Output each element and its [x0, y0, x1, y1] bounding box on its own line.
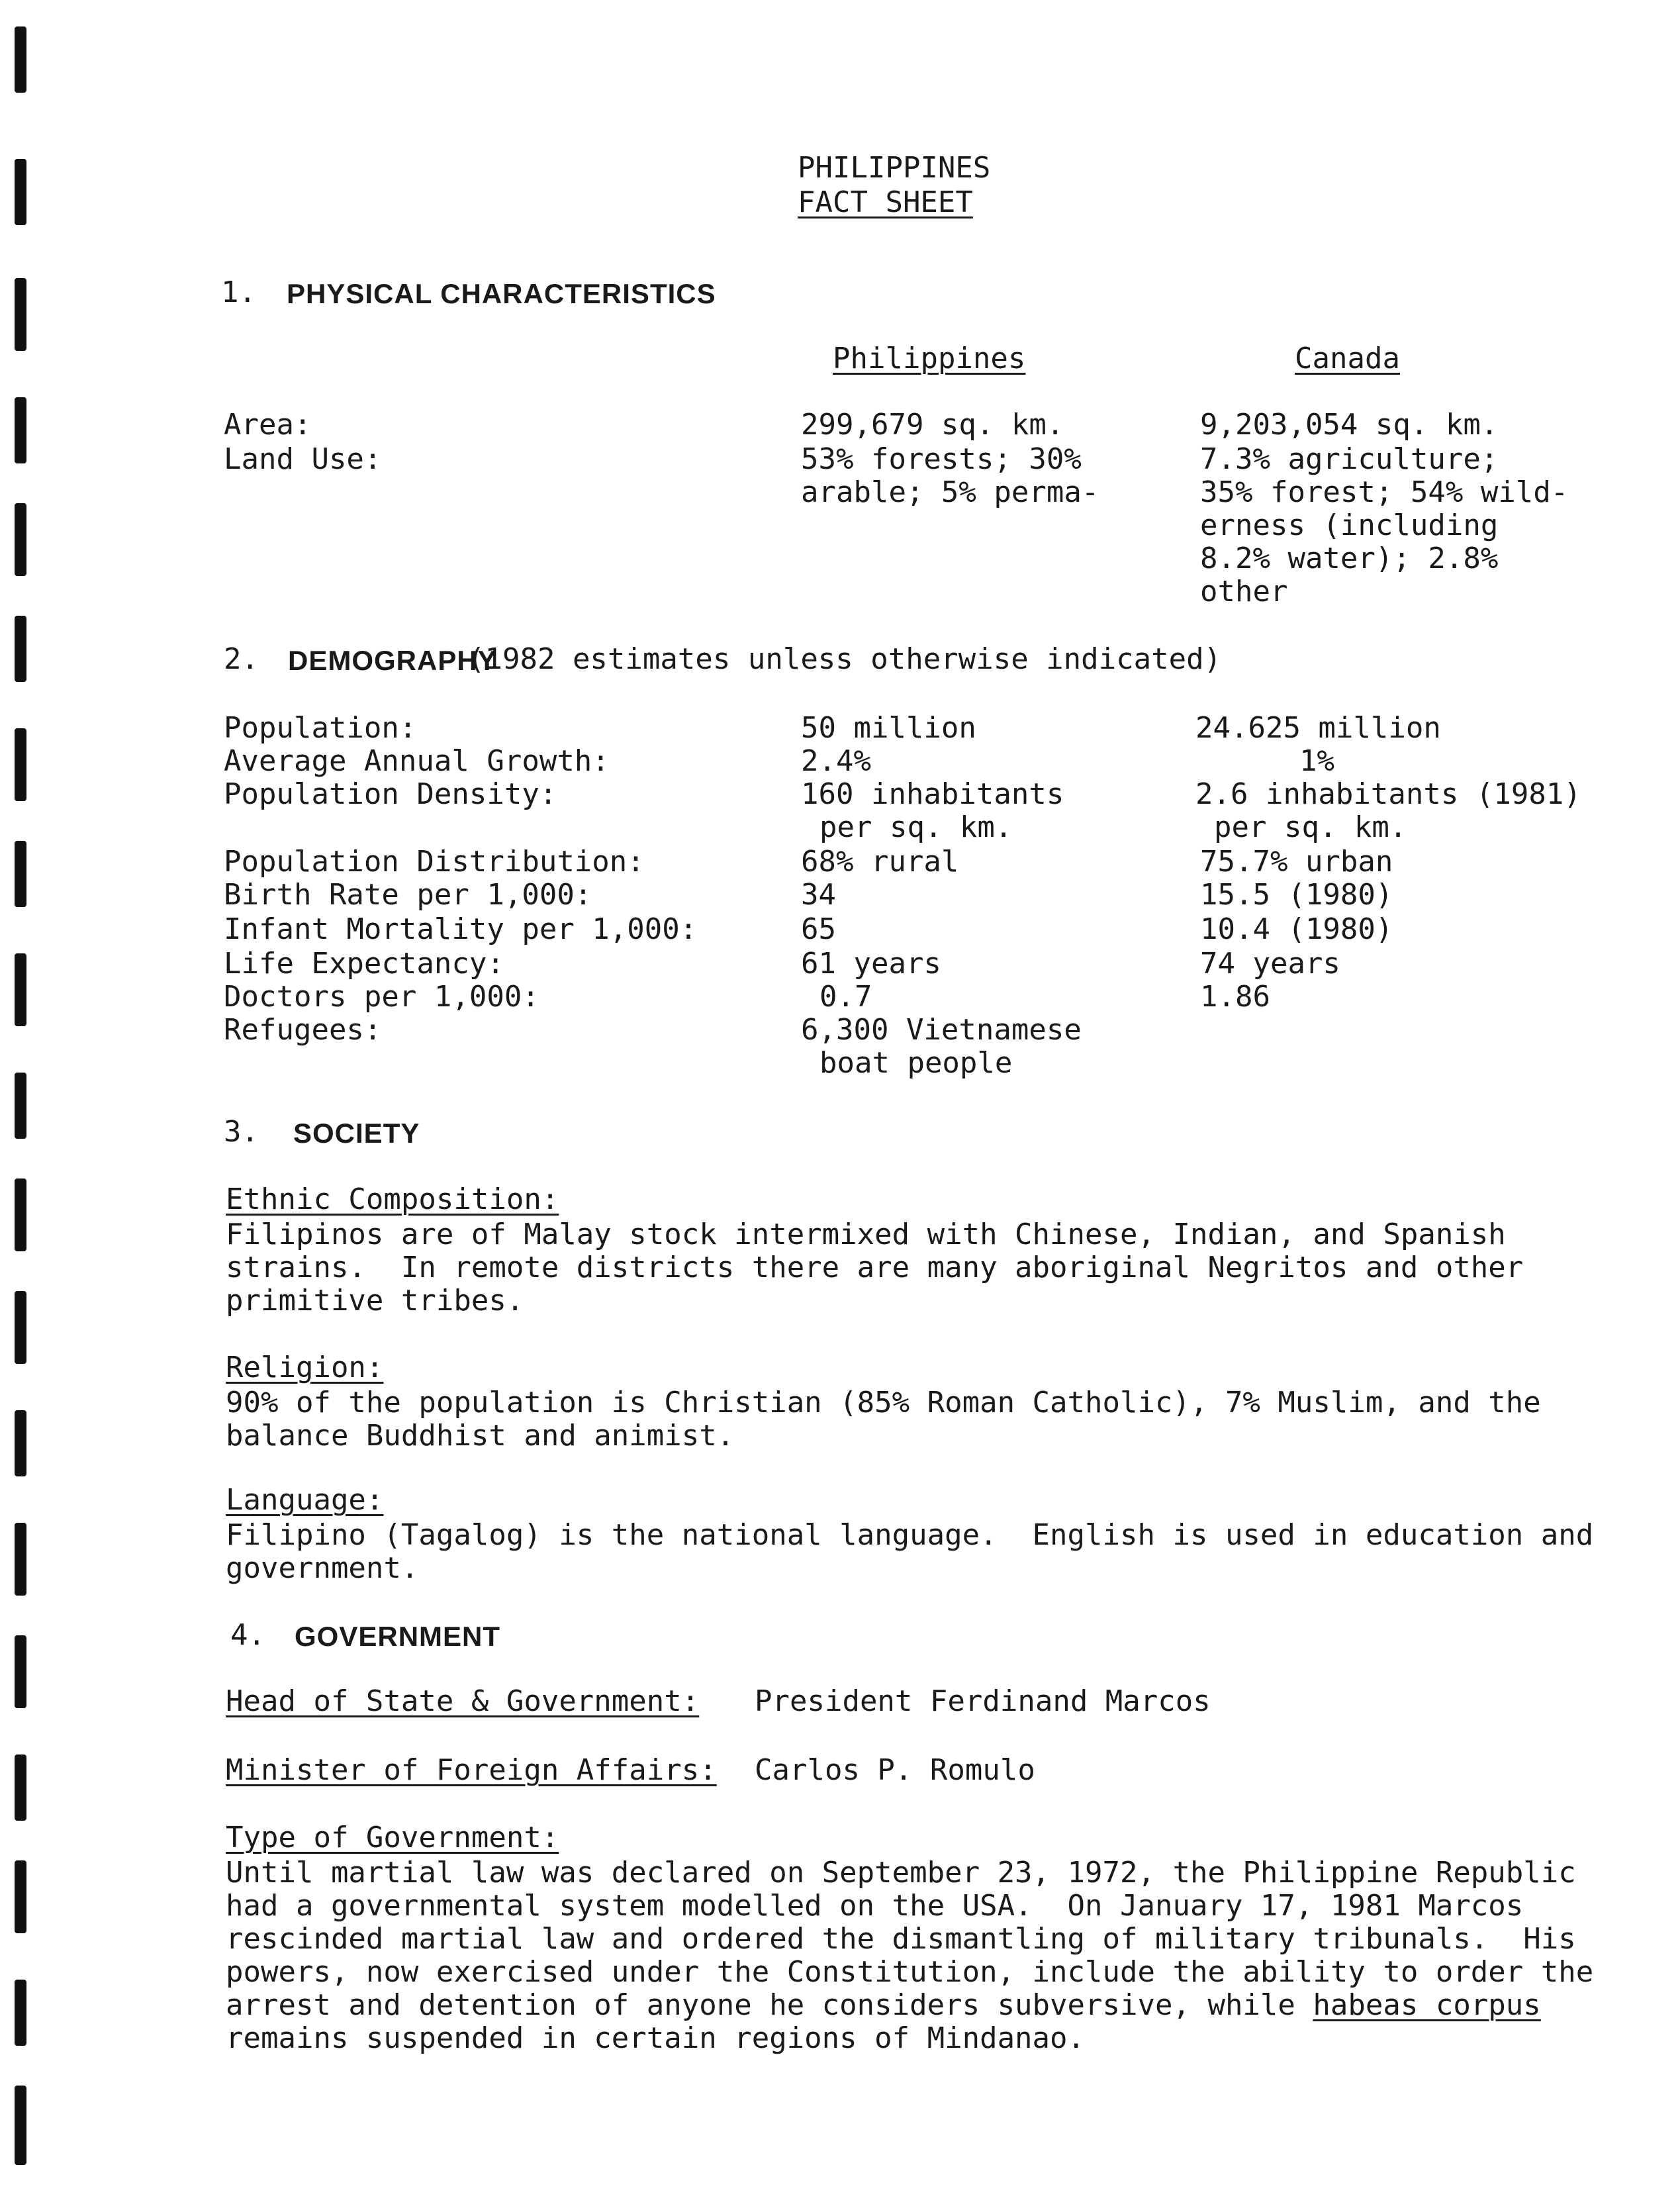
punch-mark — [15, 159, 26, 225]
land-use-canada: 7.3% agriculture; — [1200, 442, 1499, 476]
punch-mark — [15, 841, 26, 907]
section-heading-government: GOVERNMENT — [295, 1621, 501, 1652]
punch-mark — [15, 1754, 26, 1821]
demography-ph: per sq. km. — [819, 810, 1013, 844]
demography-ca: 74 years — [1200, 947, 1340, 981]
demography-ca: 10.4 (1980) — [1200, 912, 1393, 946]
punch-mark — [15, 616, 26, 682]
demography-ca: per sq. km. — [1214, 810, 1407, 844]
area-canada: 9,203,054 sq. km. — [1200, 408, 1499, 442]
row-label-land-use: Land Use: — [224, 442, 382, 476]
head-of-state-label: Head of State & Government: — [226, 1684, 700, 1718]
demography-ca: 75.7% urban — [1200, 845, 1393, 879]
demography-ph: 6,300 Vietnamese — [801, 1013, 1082, 1047]
type-of-government-label: Type of Government: — [226, 1821, 559, 1854]
demography-ca: 1% — [1299, 744, 1334, 778]
section-heading-physical: PHYSICAL CHARACTERISTICS — [287, 278, 716, 309]
demography-ca: 15.5 (1980) — [1200, 878, 1393, 912]
land-use-canada: other — [1200, 575, 1288, 608]
section-heading-society: SOCIETY — [293, 1118, 420, 1149]
religion-label: Religion: — [226, 1351, 384, 1384]
demography-label: Birth Rate per 1,000: — [224, 878, 592, 912]
punch-mark — [15, 1635, 26, 1708]
land-use-philippines: arable; 5% perma- — [801, 475, 1099, 509]
section-number: 4. — [230, 1618, 265, 1652]
punch-mark — [15, 2086, 26, 2165]
ethnic-composition-label: Ethnic Composition: — [226, 1182, 559, 1216]
foreign-minister-label: Minister of Foreign Affairs: — [226, 1753, 717, 1787]
punch-mark — [15, 26, 26, 93]
language-text: Filipino (Tagalog) is the national language. English is used in education and government. — [226, 1518, 1594, 1585]
demography-ca: 24.625 million — [1195, 711, 1441, 745]
demography-ph: 50 million — [801, 711, 976, 745]
title-line2: FACT SHEET — [798, 185, 973, 219]
area-philippines: 299,679 sq. km. — [801, 408, 1064, 442]
section-number: 1. — [221, 275, 256, 309]
demography-ph: 65 — [801, 912, 836, 946]
punch-mark — [15, 1860, 26, 1933]
demography-ph: 34 — [801, 878, 836, 912]
demography-label: Life Expectancy: — [224, 947, 504, 981]
punch-mark — [15, 1980, 26, 2046]
column-header-canada: Canada — [1295, 342, 1400, 375]
land-use-canada: 35% forest; 54% wild- — [1200, 475, 1569, 509]
punch-mark — [15, 1178, 26, 1251]
land-use-canada: 8.2% water); 2.8% — [1200, 542, 1499, 575]
punch-mark — [15, 278, 26, 351]
demography-label: Population Distribution: — [224, 845, 645, 879]
demography-label: Doctors per 1,000: — [224, 980, 539, 1014]
foreign-minister-value: Carlos P. Romulo — [755, 1753, 1035, 1787]
type-of-government-tail: remains suspended in certain regions of Mindanao. — [226, 2021, 1086, 2055]
section-number: 3. — [224, 1115, 259, 1149]
type-of-government-body: Until martial law was declared on September 23, 1972, the Philippine Republic had a governmental system modelled on the USA. On January 17, 1981 Marcos rescinded martial law and ordered the dismantling of military tribunals. His powers, now exercised under the Constitution, include the ability to order the arrest and detention of anyone he considers subversive, while — [226, 1856, 1594, 2022]
demography-ph: 160 inhabitants — [801, 777, 1064, 811]
demography-label: Population: — [224, 711, 417, 745]
demography-label: Infant Mortality per 1,000: — [224, 912, 698, 946]
land-use-canada: erness (including — [1200, 508, 1499, 542]
land-use-philippines: 53% forests; 30% — [801, 442, 1082, 476]
punch-mark — [15, 1291, 26, 1364]
demography-ph: boat people — [819, 1046, 1013, 1080]
punch-mark — [15, 1073, 26, 1139]
demography-label: Refugees: — [224, 1013, 382, 1047]
demography-ca: 1.86 — [1200, 980, 1270, 1014]
title-line1: PHILIPPINES — [798, 151, 991, 185]
demography-ph: 2.4% — [801, 744, 871, 778]
column-header-philippines: Philippines — [833, 342, 1026, 375]
punch-mark — [15, 728, 26, 801]
ethnic-composition-text: Filipinos are of Malay stock intermixed with Chinese, Indian, and Spanish strains. In remote districts there are many aboriginal Negritos and other primitive tribes. — [226, 1218, 1524, 1318]
demography-note: (1982 estimates unless otherwise indicated) — [467, 642, 1222, 676]
demography-ph: 0.7 — [819, 980, 872, 1014]
section-heading-demography: DEMOGRAPHY — [288, 645, 497, 676]
demography-label: Average Annual Growth: — [224, 744, 610, 778]
religion-text: 90% of the population is Christian (85% Roman Catholic), 7% Muslim, and the balance Buddhist and animist. — [226, 1386, 1541, 1453]
punch-mark — [15, 1410, 26, 1476]
punch-mark — [15, 953, 26, 1026]
punch-mark — [15, 397, 26, 463]
punch-mark — [15, 503, 26, 576]
punch-mark — [15, 1523, 26, 1596]
type-of-government-text — [226, 1856, 1593, 2055]
demography-ph: 68% rural — [801, 845, 959, 879]
demography-ph: 61 years — [801, 947, 941, 981]
section-number: 2. — [224, 642, 259, 676]
language-label: Language: — [226, 1483, 384, 1517]
row-label-area: Area: — [224, 408, 312, 442]
head-of-state-value: President Ferdinand Marcos — [755, 1684, 1211, 1718]
habeas-corpus-term: habeas corpus — [1313, 1988, 1541, 2022]
demography-label: Population Density: — [224, 777, 557, 811]
demography-ca: 2.6 inhabitants (1981) — [1195, 777, 1581, 811]
